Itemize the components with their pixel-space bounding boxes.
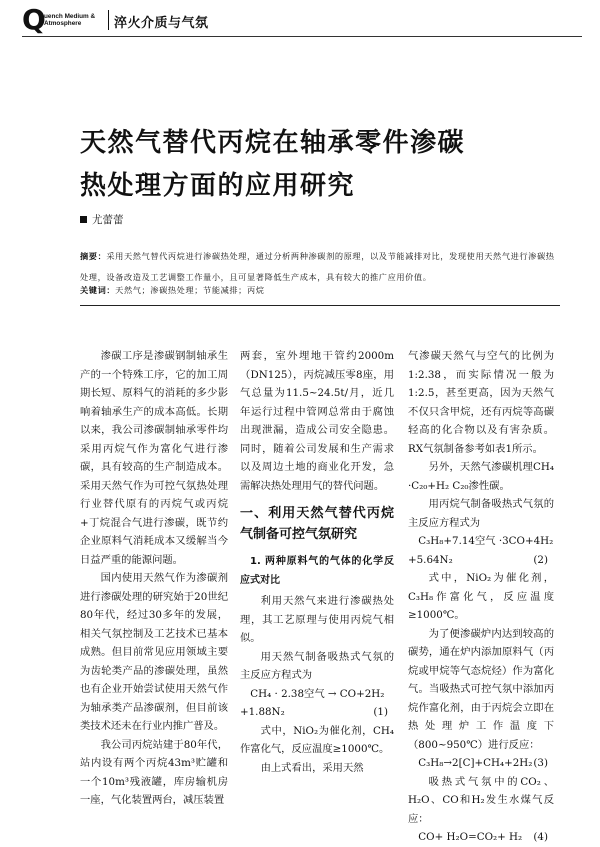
equation-text: +1.88N₂ bbox=[240, 706, 285, 718]
equation-number: (4) bbox=[533, 831, 548, 843]
running-header bbox=[22, 3, 582, 36]
header-separator bbox=[108, 10, 109, 30]
equation-line: C₃H₈+7.14空气 ·3CO+4H₂ bbox=[418, 535, 554, 547]
article-title bbox=[80, 122, 540, 208]
equation-text: CO+ H₂O=CO₂+ H₂ bbox=[418, 831, 523, 843]
body-column-1 bbox=[80, 347, 228, 810]
body-column-2 bbox=[240, 347, 394, 777]
journal-logo-letter: Q bbox=[22, 3, 46, 36]
paragraph: 国内使用天然气作为渗碳剂进行渗碳处理的研究始于20世纪80年代，经过30多年的发展，相关气氛控制及工艺技术已基本成熟。但目前常见应用领域主要为齿轮类产品的渗碳处理，虽然也有企业开始尝试使用天然气作为轴承类产品渗碳剂，但目前该类技术还未在行业内推广普及。 bbox=[80, 572, 228, 732]
abstract-rule bbox=[80, 305, 560, 306]
paragraph: 吸热式气氛中的CO₂、H₂O、CO和H₂发生水煤气反应： bbox=[408, 775, 554, 825]
paragraph: 气渗碳天然气与空气的比例为1:2.38，而实际情况一般为1:2.5，甚至更高，因为天然气不仅只含甲烷，还有丙烷等高碳轻高的化合物以及有害杂质。RX气氛制备参考如表1所示。 bbox=[408, 350, 554, 455]
journal-logo-text: uench Medium & Atmosphere bbox=[44, 13, 96, 27]
section-name: 淬火介质与气氛 bbox=[114, 16, 209, 31]
equation-text: +5.64N₂ bbox=[408, 553, 453, 566]
equation-line bbox=[408, 754, 554, 773]
section-heading: 一、利用天然气替代丙烷气制备可控气氛研究 bbox=[240, 506, 394, 542]
equation-line bbox=[240, 703, 394, 722]
paragraph: 另外，天然气渗碳机理CH₄ ·C₂₀+H₂ C₂₀渗性碳。 bbox=[408, 461, 554, 492]
abstract-label: 摘要： bbox=[80, 251, 107, 261]
keywords-text: 天然气；渗碳热处理；节能减排；丙烷 bbox=[115, 285, 265, 295]
equation-line bbox=[408, 551, 554, 570]
paragraph: 两套，室外埋地干管约2000m（DN125），丙烷减压零8座，用气总量为11.5~24.5t/月，近几年运行过程中管网总常由于腐蚀出现泄漏，造成公司安全隐患。同时，随着公司发展和生产需求以及周边土地的商业化开发，急需解决热处理用气的替代问题。 bbox=[240, 350, 394, 492]
equation-line bbox=[408, 828, 554, 847]
author-bullet-icon bbox=[80, 216, 87, 223]
title-line-2: 热处理方面的应用研究 bbox=[80, 171, 356, 201]
equation-number: (1) bbox=[373, 706, 388, 718]
equation-text: C₃H₈→2[C]+CH₄+2H₂ bbox=[418, 757, 533, 769]
paragraph: 用天然气制备吸热式气氛的主反应方程式为 bbox=[240, 650, 394, 681]
author-byline bbox=[80, 212, 124, 227]
author-name: 尤蕾蕾 bbox=[92, 214, 124, 226]
abstract bbox=[80, 246, 560, 288]
keywords bbox=[80, 285, 560, 296]
header-rule bbox=[22, 36, 582, 37]
paragraph: 式中，NiO₂为催化剂，CH₄作富化气，反应温度≥1000℃。 bbox=[240, 724, 394, 755]
paragraph: 为了便渗碳炉内达到较高的碳势，通在炉内添加原料气（丙烷或甲烷等气态烷烃）作为富化气。当吸热式可控气氛中添加丙烷作富化剂，由于丙烷会立即在热处理炉工作温度下（800~950℃）进行反应： bbox=[408, 627, 554, 751]
title-line-1: 天然气替代丙烷在轴承零件渗碳 bbox=[80, 128, 466, 158]
paragraph: 利用天然气来进行渗碳热处理，其工艺原理与使用丙烷气相似。 bbox=[240, 595, 394, 644]
keywords-label: 关键词： bbox=[80, 285, 116, 295]
equation-number: (2) bbox=[533, 553, 548, 566]
paragraph: 式中，NiO₂为催化剂，C₃H₈作富化气，反应温度≥1000℃。 bbox=[408, 572, 554, 621]
abstract-text: 采用天然气替代丙烷进行渗碳热处理，通过分析两种渗碳剂的原理，以及节能减排对比，发现使用天然气进行渗碳热处理，设备改造及工艺调整工作量小，且可显著降低生产成本，具有较大的推广应用价值。 bbox=[80, 251, 555, 282]
paragraph: 我公司丙烷站建于80年代，站内设有两个丙烷43m³贮罐和一个10m³残液罐，库房输机房一座，气化装置两台，减压装置 bbox=[80, 738, 228, 806]
paragraph: 用丙烷气制备吸热式气氛的主反应方程式为 bbox=[408, 498, 554, 529]
body-column-3 bbox=[408, 347, 554, 847]
paragraph: 由上式看出，采用天然 bbox=[260, 761, 364, 774]
equation-line: CH₄ · 2.38空气 → CO+2H₂ bbox=[250, 687, 385, 700]
paragraph: 渗碳工序是渗碳钢制轴承生产的一个特殊工序，它的加工周期长短、原料气的消耗的多少影响着轴承生产的成本高低。长期以来，我公司渗碳制轴承零件均采用丙烷气作为富化气进行渗碳，具有较高的生产制造成本。采用天然气作为可控气氛热处理行业替代原有的丙烷气或丙烷+丁烷混合气进行渗碳，既节约企业原料气消耗成本又缓解当今日益严重的能源问题。 bbox=[80, 350, 228, 566]
subsection-heading: 1. 两种原料气的气体的化学反应式对比 bbox=[240, 556, 394, 586]
equation-number: (3) bbox=[533, 757, 548, 769]
